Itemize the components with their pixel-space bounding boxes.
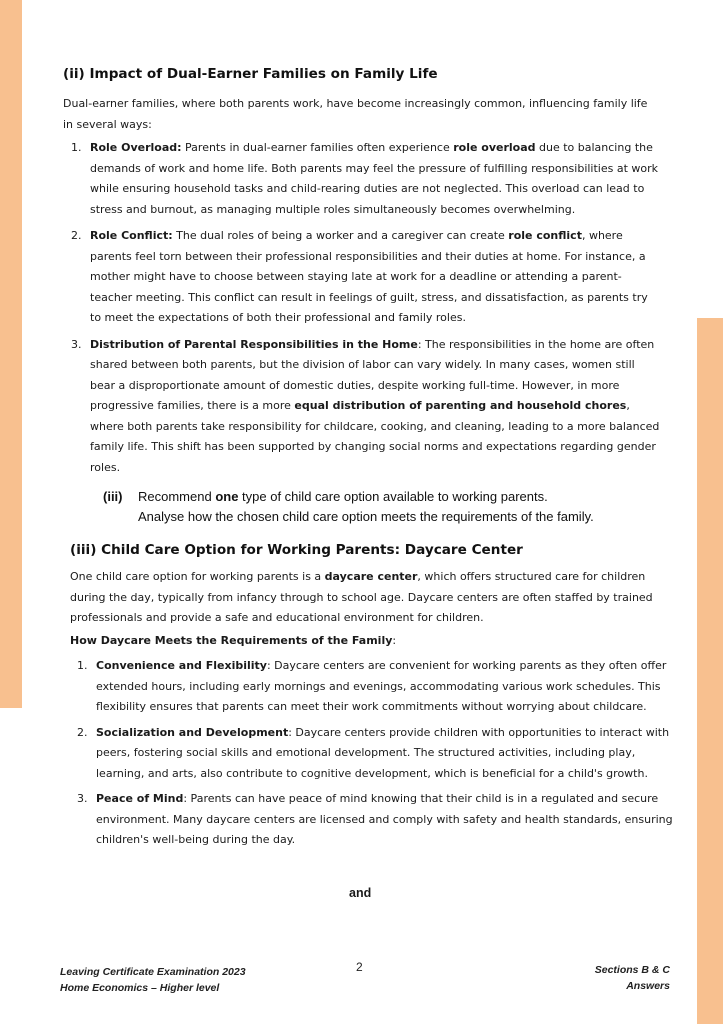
item-number: 2. xyxy=(71,229,82,242)
daycare-subheading: How Daycare Meets the Requirements of the Family: xyxy=(70,634,397,647)
page-number: 2 xyxy=(356,960,363,974)
section-heading-daycare: (iii) Child Care Option for Working Parents: Daycare Center xyxy=(70,542,523,558)
item-text: : The responsibilities in the home are often shared between both parents, but the division of labor can vary widely. In many cases, women still bear a disproportionate amount of domestic duties, despite working full-time. However, in more progressive families, there is a more xyxy=(90,337,655,412)
dual-earner-list xyxy=(71,138,660,478)
list-item xyxy=(77,789,674,851)
left-accent-bar xyxy=(0,0,22,708)
item-text: : Daycare centers are convenient for working parents as they often offer extended hours, including early mornings and evenings, accommodating various work schedules. This flexibility ensures that parents can meet their work commitments without worrying about childcare. xyxy=(96,659,667,713)
item-title: Distribution of Parental Responsibilities in the Home xyxy=(90,337,418,351)
footer-exam-info: Leaving Certificate Examination 2023 Home Economics – Higher level xyxy=(60,966,246,994)
item-text: , where parents feel torn between their professional responsibilities and their duties at home. For instance, a mother might have to choose between staying late at work for a deadline or attending a parent-teacher meeting. This conflict can result in feelings of guilt, stress, and dissatisfaction, as parents try to meet the expectations of both their professional and family roles. xyxy=(90,229,648,324)
item-title: Peace of Mind xyxy=(96,792,184,805)
item-text: : Parents can have peace of mind knowing that their child is in a regulated and secure environment. Many daycare centers are licensed and comply with safety and health standards, ensuring children's well-being during the day. xyxy=(96,792,673,846)
item-title: Convenience and Flexibility xyxy=(96,659,267,672)
list-item xyxy=(77,656,674,718)
item-number: 1. xyxy=(71,141,82,154)
item-text: due to balancing the demands of work and home life. Both parents may feel the pressure of fulfilling responsibilities at work while ensuring household tasks and child-rearing duties are not neglected. This overload can lead to stress and burnout, as managing multiple roles simultaneously becomes overwhelming. xyxy=(90,141,659,216)
item-number: 2. xyxy=(77,725,88,739)
question-number: (iii) xyxy=(103,489,123,504)
section-intro: Dual-earner families, where both parents work, have become increasingly common, influencing family life in several ways: xyxy=(63,97,648,131)
item-bold: role overload xyxy=(453,141,536,154)
right-accent-bar xyxy=(697,318,723,1024)
list-item xyxy=(71,335,660,479)
item-title: Role Overload: xyxy=(90,141,182,154)
list-item xyxy=(71,226,660,329)
section-heading-dual-earner: (ii) Impact of Dual-Earner Families on Family Life xyxy=(63,66,438,82)
item-number: 3. xyxy=(71,337,82,351)
and-connector: and xyxy=(349,886,372,900)
question-text: Recommend one type of child care option available to working parents. Analyse how the chosen child care option meets the requirements of the family. xyxy=(138,489,594,524)
item-title: Role Conflict: xyxy=(90,229,173,242)
daycare-list xyxy=(77,656,674,851)
list-item xyxy=(71,138,660,220)
item-number: 1. xyxy=(77,659,88,672)
item-text: The dual roles of being a worker and a caregiver can create xyxy=(172,229,509,242)
daycare-intro: One child care option for working parents is a daycare center, which offers structured care for children during the day, typically from infancy through to school age. Daycare centers are often staffed by trained professionals and provide a safe and educational environment for children. xyxy=(70,570,653,624)
item-bold: role conflict xyxy=(508,229,582,242)
list-item xyxy=(77,723,674,785)
item-text: : Daycare centers provide children with opportunities to interact with peers, fostering social skills and emotional development. The structured activities, including play, learning, and arts, also contribute to cognitive development, which is beneficial for a child's growth. xyxy=(96,725,670,780)
item-title: Socialization and Development xyxy=(96,725,289,739)
item-number: 3. xyxy=(77,792,88,805)
item-bold: equal distribution of parenting and household chores xyxy=(294,399,627,412)
item-text: , where both parents take responsibility for childcare, cooking, and cleaning, leading to a more balanced family life. This shift has been supported by changing social norms and expectations regarding gender roles. xyxy=(90,399,660,474)
item-text: Parents in dual-earner families often experience xyxy=(181,141,454,154)
footer-section-info: Sections B & C Answers xyxy=(594,964,670,992)
